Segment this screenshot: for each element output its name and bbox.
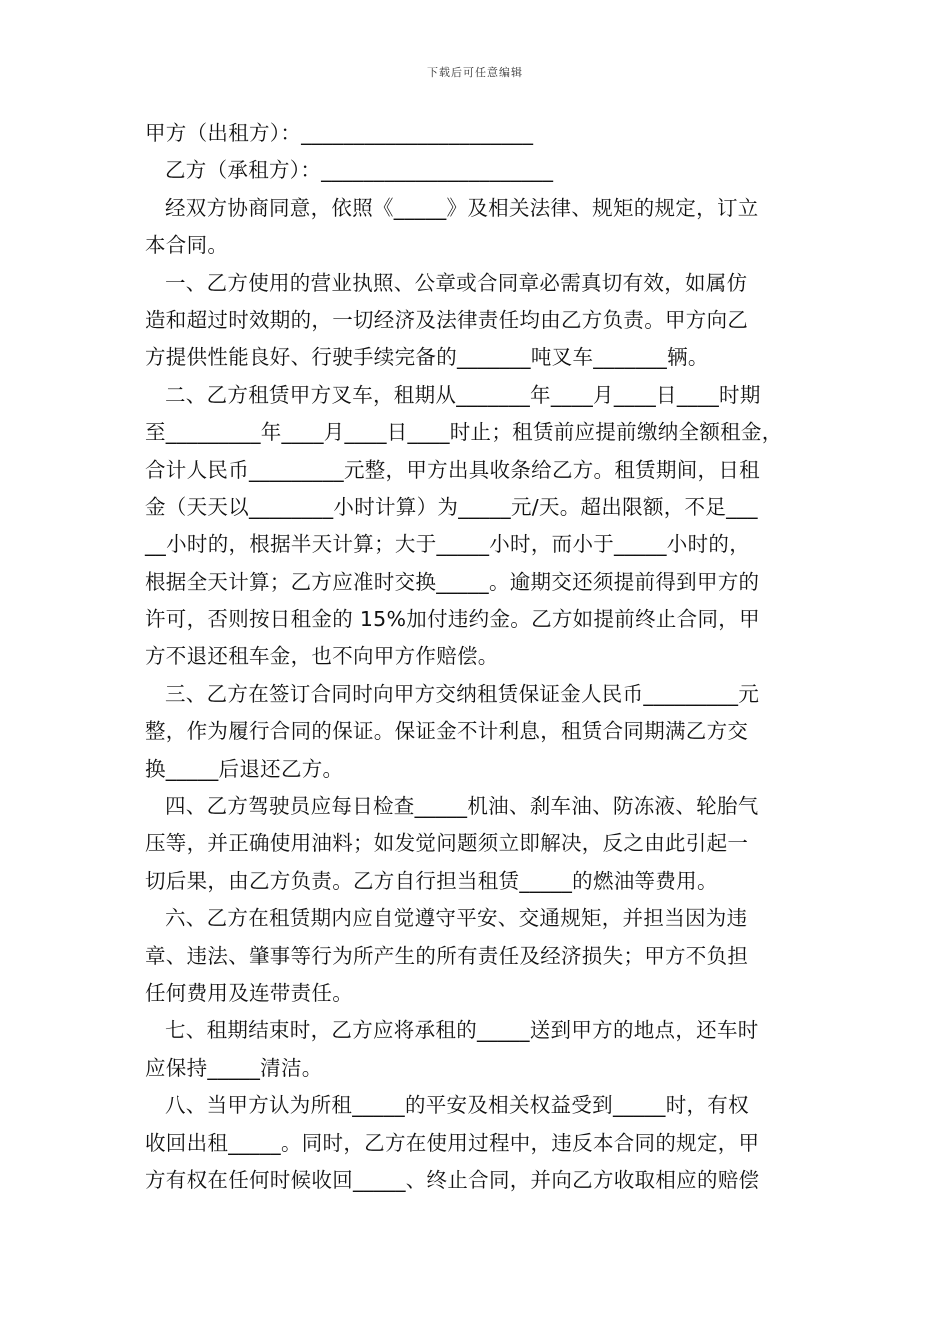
clause-2-line-6: 根据全天计算；乙方应准时交换_____。逾期交还须提前得到甲方的: [145, 569, 760, 594]
clause-6-line-3: 任何费用及连带责任。: [145, 980, 353, 1005]
clause-2-line-5: __小时的，根据半天计算；大于_____小时，而小于_____小时的，: [145, 532, 750, 557]
page-header-note: 下载后可任意编辑: [427, 66, 523, 79]
clause-8-line-2: 收回出租_____。同时，乙方在使用过程中，违反本合同的规定，甲: [145, 1130, 760, 1155]
clause-2-line-3: 合计人民币_________元整，甲方出具收条给乙方。租赁期间，日租: [145, 457, 760, 482]
clause-4-line-3: 切后果，由乙方负责。乙方自行担当租赁_____的燃油等费用。: [145, 868, 718, 893]
clause-2-line-8: 方不退还租车金，也不向甲方作赔偿。: [145, 644, 499, 669]
party-a-line: 甲方（出租方）：______________________: [145, 121, 534, 145]
clause-4-line-2: 压等，并正确使用油料；如发觉问题须立即解决，反之由此引起一: [145, 831, 749, 856]
clause-1-line-2: 造和超过时效期的，一切经济及法律责任均由乙方负责。甲方向乙: [145, 307, 749, 332]
clause-3-line-3: 换_____后退还乙方。: [145, 756, 344, 781]
clause-2-line-4: 金（天天以________小时计算）为_____元/天。超出限额，不足___: [145, 494, 758, 519]
clause-8-line-3: 方有权在任何时候收回_____、终止合同，并向乙方收取相应的赔偿: [145, 1167, 760, 1192]
clause-3-line-2: 整，作为履行合同的保证。保证金不计利息，租赁合同期满乙方交: [145, 719, 749, 744]
clause-2-line-2: 至_________年____月____日____时止；租赁前应提前缴纳全额租金，: [145, 420, 783, 445]
clause-1-line-3: 方提供性能良好、行驶手续完备的_______吨叉车_______辆。: [145, 345, 709, 370]
clause-1-line-1: 一、乙方使用的营业执照、公章或合同章必需真切有效，如属仿: [165, 270, 748, 295]
clause-7-line-2: 应保持_____清洁。: [145, 1055, 323, 1080]
preamble-line-1: 经双方协商同意，依照《_____》及相关法律、规矩的规定，订立: [165, 195, 759, 220]
party-b-line: 乙方（承租方）：______________________: [165, 158, 554, 183]
clause-2-line-7: 许可，否则按日租金的 15%加付违约金。乙方如提前终止合同，甲: [145, 607, 760, 632]
contract-body: [145, 115, 810, 1199]
preamble-line-2: 本合同。: [145, 233, 229, 258]
clause-6-line-1: 六、乙方在租赁期内应自觉遵守平安、交通规矩，并担当因为违: [165, 906, 748, 931]
clause-3-line-1: 三、乙方在签订合同时向甲方交纳租赁保证金人民币_________元: [165, 681, 760, 706]
clause-8-line-1: 八、当甲方认为所租_____的平安及相关权益受到_____时，有权: [165, 1093, 749, 1118]
clause-7-line-1: 七、租期结束时，乙方应将承租的_____送到甲方的地点，还车时: [165, 1018, 759, 1043]
clause-6-line-2: 章、违法、肇事等行为所产生的所有责任及经济损失；甲方不负担: [145, 943, 749, 968]
clause-2-line-1: 二、乙方租赁甲方叉车，租期从_______年____月____日____时期: [165, 382, 761, 407]
clause-4-line-1: 四、乙方驾驶员应每日检查_____机油、刹车油、防冻液、轮胎气: [165, 794, 759, 819]
